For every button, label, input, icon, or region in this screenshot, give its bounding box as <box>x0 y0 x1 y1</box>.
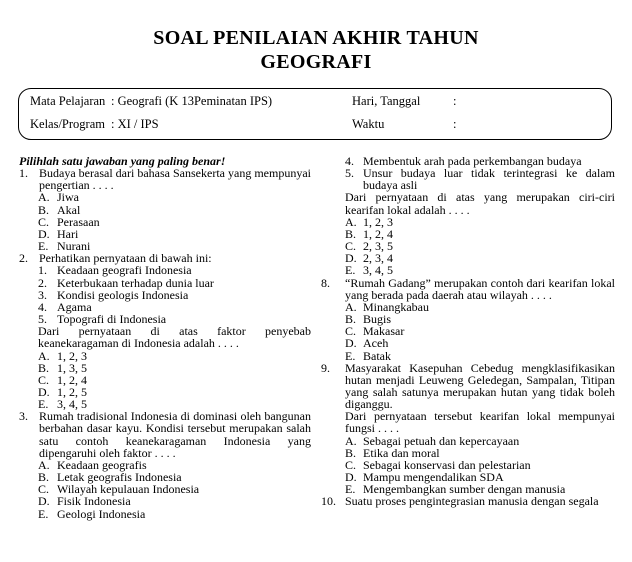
option-text: 3, 4, 5 <box>363 263 393 278</box>
hari-tanggal-label: Hari, Tanggal <box>352 94 421 108</box>
statement-item <box>19 313 311 325</box>
option-letter: E. <box>345 348 356 363</box>
option-text: Mengembangkan sumber dengan manusia <box>363 482 566 497</box>
option-text: Letak geografis Indonesia <box>57 470 182 485</box>
option-text: 1, 2, 3 <box>363 214 393 229</box>
option-letter: A. <box>38 348 50 363</box>
mata-pelajaran-value: : Geografi (K 13Peminatan IPS) <box>111 94 273 108</box>
option-letter: E. <box>38 239 49 254</box>
option-text: Sebagai konservasi dan pelestarian <box>363 457 531 472</box>
kelas-program-label: Kelas/Program <box>30 117 105 131</box>
option-letter: C. <box>38 372 50 387</box>
option-text: 1, 2, 4 <box>363 226 393 241</box>
question-number: 2. <box>19 251 28 266</box>
option-text: Perasaan <box>57 214 100 229</box>
instruction: Pilihlah satu jawaban yang paling benar! <box>19 154 226 168</box>
option-letter: E. <box>345 482 356 497</box>
option-text: Minangkabau <box>363 299 429 314</box>
option-letter: D. <box>345 470 357 485</box>
option-text: Jiwa <box>57 190 79 205</box>
statement-item <box>327 167 615 191</box>
option-text: Etika dan moral <box>363 445 440 460</box>
question-text: Suatu proses pengintegrasian manusia dengan segala <box>345 494 599 509</box>
option-letter: A. <box>38 190 50 205</box>
option-text: 1, 2, 4 <box>57 372 87 387</box>
option-text: 2, 3, 5 <box>363 239 393 254</box>
waktu-label: Waktu <box>352 117 385 131</box>
option-text: Hari <box>57 226 79 241</box>
question-number: 10. <box>321 494 336 509</box>
option-text: Keadaan geografis <box>57 457 147 472</box>
question-number: 9. <box>321 360 330 375</box>
statement-number: 5. <box>38 312 47 327</box>
statement-number: 5. <box>345 166 354 181</box>
option-letter: A. <box>345 214 357 229</box>
mata-pelajaran-label: Mata Pelajaran <box>30 94 106 108</box>
question-text: “Rumah Gadang” merupakan contoh dari kearifan lokal yang berada pada daerah atau wilayah . . . . <box>345 275 615 302</box>
statement-text: Kondisi geologis Indonesia <box>57 287 189 302</box>
question-1 <box>19 167 311 191</box>
option-text: Geologi Indonesia <box>57 506 146 521</box>
question-prompt: Dari pernyataan di atas yang merupakan ciri-ciri kearifan lokal adalah . . . . <box>345 190 615 217</box>
question-prompt: Dari pernyataan tersebut kearifan lokal mempunyai fungsi . . . . <box>345 409 615 436</box>
question-text: Masyarakat Kasepuhan Cebedug mengklasifikasikan hutan menjadi Leuweng Geledegan, Sampalan, Titipan yang salah satunya merupakan hutan yang tidak boleh diganggu. <box>345 360 615 412</box>
option-text: Batak <box>363 348 391 363</box>
option-letter: C. <box>38 214 50 229</box>
option-text: Fisik Indonesia <box>57 494 131 509</box>
option[interactable] <box>19 508 311 520</box>
option-letter: A. <box>38 457 50 472</box>
question-text: Perhatikan pernyataan di bawah ini: <box>39 251 212 266</box>
question-8 <box>321 275 615 302</box>
option-text: 1, 3, 5 <box>57 360 87 375</box>
option-text: Bugis <box>363 312 392 327</box>
statement-number: 4. <box>38 299 47 314</box>
option-letter: B. <box>38 470 50 485</box>
option-letter: B. <box>38 202 50 217</box>
option-letter: A. <box>345 433 357 448</box>
option-text: 2, 3, 4 <box>363 251 393 266</box>
option-letter: B. <box>345 226 357 241</box>
option-letter: D. <box>345 251 357 266</box>
option-letter: E. <box>345 263 356 278</box>
option-text: Akal <box>57 202 81 217</box>
statement-number: 2. <box>38 275 47 290</box>
question-number: 3. <box>19 409 28 424</box>
statement-text: Agama <box>57 299 92 314</box>
option-text: Nurani <box>57 239 91 254</box>
question-10 <box>321 494 615 509</box>
option-text: Sebagai petuah dan kepercayaan <box>363 433 520 448</box>
option-letter: A. <box>345 299 357 314</box>
option-letter: B. <box>38 360 50 375</box>
statement-text: Keadaan geografi Indonesia <box>57 263 192 278</box>
option-text: Wilayah kepulauan Indonesia <box>57 482 200 497</box>
option-letter: C. <box>345 324 357 339</box>
question-number: 1. <box>19 166 28 181</box>
option-letter: E. <box>38 506 49 521</box>
option-letter: B. <box>345 445 357 460</box>
question-text: Budaya berasal dari bahasa Sansekerta yang mempunyai pengertian . . . . <box>39 166 311 193</box>
hari-tanggal-value: : <box>453 94 457 108</box>
statement-number: 4. <box>345 154 354 168</box>
option-letter: D. <box>38 384 50 399</box>
option-text: 3, 4, 5 <box>57 397 87 412</box>
option-letter: D. <box>38 226 50 241</box>
option-letter: C. <box>345 457 357 472</box>
option-text: Makasar <box>363 324 405 339</box>
option-letter: C. <box>345 239 357 254</box>
exam-subject: GEOGRAFI <box>260 51 372 73</box>
question-number: 8. <box>321 275 330 290</box>
option-letter: E. <box>38 397 49 412</box>
option-letter: B. <box>345 312 357 327</box>
kelas-program-value: : XI / IPS <box>111 117 159 131</box>
option-letter: D. <box>345 336 357 351</box>
question-3 <box>19 410 311 459</box>
statement-text: Keterbukaan terhadap dunia luar <box>57 275 214 290</box>
statement-number: 1. <box>38 263 47 278</box>
statement-number: 3. <box>38 287 47 302</box>
exam-info-box <box>18 88 612 140</box>
waktu-value: : <box>453 117 457 131</box>
left-column <box>19 155 311 520</box>
exam-title: SOAL PENILAIAN AKHIR TAHUN <box>153 27 479 49</box>
question-9 <box>321 360 615 412</box>
option-text: 1, 2, 3 <box>57 348 87 363</box>
statement-text: Topografi di Indonesia <box>57 312 167 327</box>
option-letter: D. <box>38 494 50 509</box>
option-letter: C. <box>38 482 50 497</box>
right-column <box>321 154 615 509</box>
question-prompt: Dari pernyataan di atas faktor penyebab keanekaragaman di Indonesia adalah . . . . <box>38 324 311 351</box>
question-text: Rumah tradisional Indonesia di dominasi oleh bangunan berbahan dasar kayu. Kondisi tersebut merupakan salah satu contoh keanekaragaman Indonesia yang dipengaruhi oleh faktor . . . . <box>39 409 311 460</box>
option-text: 1, 2, 5 <box>57 384 87 399</box>
statement-text: Unsur budaya luar tidak terintegrasi ke dalam budaya asli <box>363 166 615 193</box>
option-text: Mampu mengendalikan SDA <box>363 470 504 485</box>
statement-text: Membentuk arah pada perkembangan budaya <box>363 154 582 168</box>
option-text: Aceh <box>363 336 389 351</box>
